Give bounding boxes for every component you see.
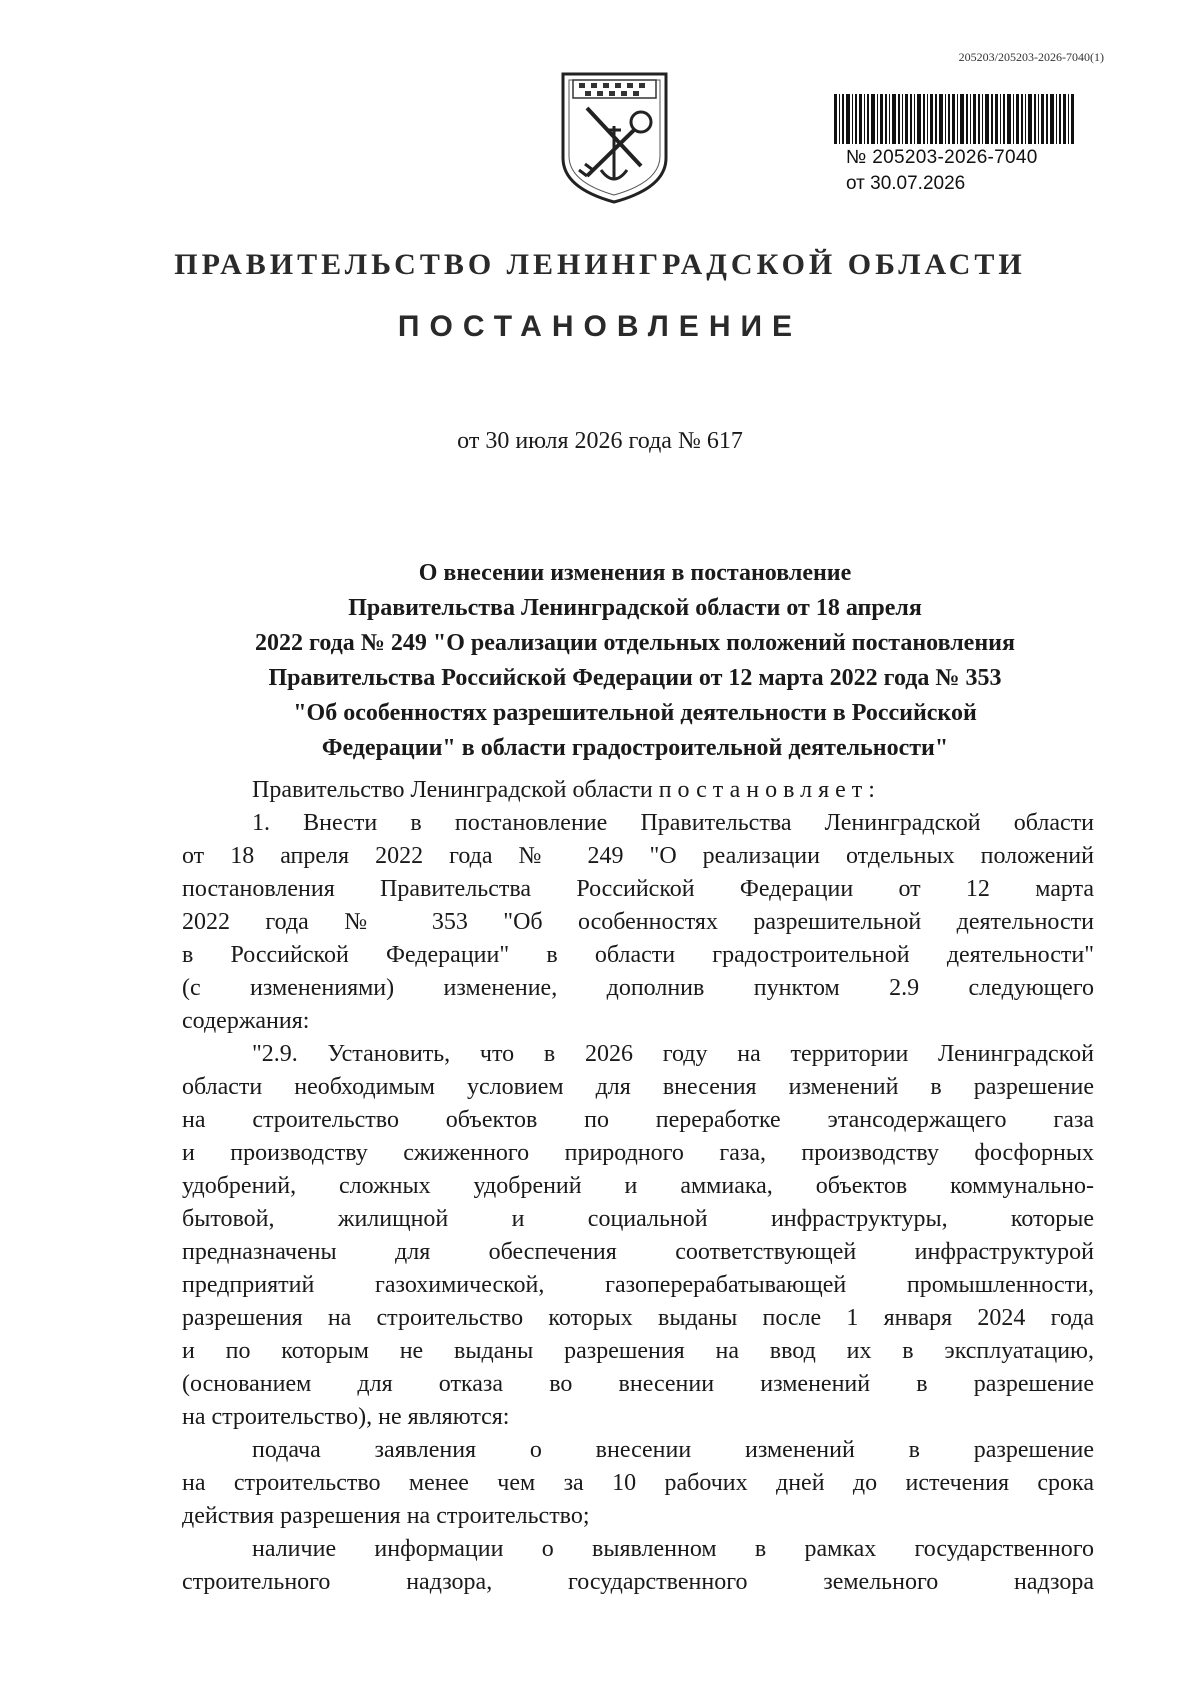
body-line: наличие информации о выявленном в рамках государственного xyxy=(252,1536,1094,1562)
body-line: "2.9. Установить, что в 2026 году на территории Ленинградской xyxy=(252,1041,1094,1067)
body-line: предназначены для обеспечения соответствующей инфраструктурой xyxy=(182,1239,1094,1265)
government-title: ПРАВИТЕЛЬСТВО ЛЕНИНГРАДСКОЙ ОБЛАСТИ xyxy=(174,248,1026,281)
subject-line: Правительства Ленинградской области от 18 апреля xyxy=(348,595,922,621)
body-line: подача заявления о внесении изменений в разрешение xyxy=(252,1437,1094,1463)
document-kind: ПОСТАНОВЛЕНИЕ xyxy=(397,310,803,343)
body-line: (с изменениями) изменение, дополнив пунктом 2.9 следующего xyxy=(182,975,1094,1001)
body-line: в Российской Федерации" в области градостроительной деятельности" xyxy=(182,942,1094,968)
body-line: содержания: xyxy=(182,1008,310,1034)
body-line: на строительство объектов по переработке этансодержащего газа xyxy=(182,1107,1094,1133)
subject-line: "Об особенностях разрешительной деятельности в Российской xyxy=(293,700,977,726)
document-id: 205203/205203-2026-7040(1) xyxy=(958,50,1104,64)
subject-line: О внесении изменения в постановление xyxy=(418,560,852,586)
intro-resolves: постановляет: xyxy=(658,777,881,803)
body-line: предприятий газохимической, газоперерабатывающей промышленности, xyxy=(182,1272,1094,1298)
body-line: на строительство), не являются: xyxy=(182,1404,510,1430)
body-line: от 18 апреля 2022 года № 249 "О реализации отдельных положений xyxy=(182,843,1094,869)
body-line: строительного надзора, государственного земельного надзора xyxy=(182,1569,1094,1595)
body-line: на строительство менее чем за 10 рабочих дней до истечения срока xyxy=(182,1470,1094,1496)
body-line: действия разрешения на строительство; xyxy=(182,1503,590,1529)
registration-date: от 30.07.2026 xyxy=(846,173,966,194)
body-line: и производству сжиженного природного газа, производству фосфорных xyxy=(182,1140,1094,1166)
coat-of-arms-icon xyxy=(557,66,672,206)
subject-line: Правительства Российской Федерации от 12 марта 2022 года № 353 xyxy=(268,665,1002,691)
document-date-line: от 30 июля 2026 года № 617 xyxy=(457,428,743,454)
body-line: 2022 года № 353 "Об особенностях разрешительной деятельности xyxy=(182,909,1094,935)
body-line: и по которым не выданы разрешения на ввод их в эксплуатацию, xyxy=(182,1338,1094,1364)
body-line: (основанием для отказа во внесении изменений в разрешение xyxy=(182,1371,1094,1397)
body-line: области необходимым условием для внесения изменений в разрешение xyxy=(182,1074,1094,1100)
document-subject xyxy=(175,556,1095,766)
body-line: бытовой, жилищной и социальной инфраструктуры, которые xyxy=(182,1206,1094,1232)
document-body xyxy=(182,774,1094,1599)
subject-line: 2022 года № 249 "О реализации отдельных положений постановления xyxy=(255,630,1015,656)
intro-prefix: Правительство Ленинградской области xyxy=(252,777,659,803)
subject-line: Федерации" в области градостроительной деятельности" xyxy=(321,735,949,761)
body-line: удобрений, сложных удобрений и аммиака, объектов коммунально- xyxy=(182,1173,1094,1199)
body-line: разрешения на строительство которых выданы после 1 января 2024 года xyxy=(182,1305,1094,1331)
intro-line xyxy=(182,774,1094,807)
body-lines xyxy=(182,807,1094,1599)
registration-number: № 205203-2026-7040 xyxy=(846,147,1038,168)
body-line: 1. Внести в постановление Правительства Ленинградской области xyxy=(252,810,1094,836)
barcode-icon xyxy=(834,94,1074,144)
body-line: постановления Правительства Российской Федерации от 12 марта xyxy=(182,876,1094,902)
